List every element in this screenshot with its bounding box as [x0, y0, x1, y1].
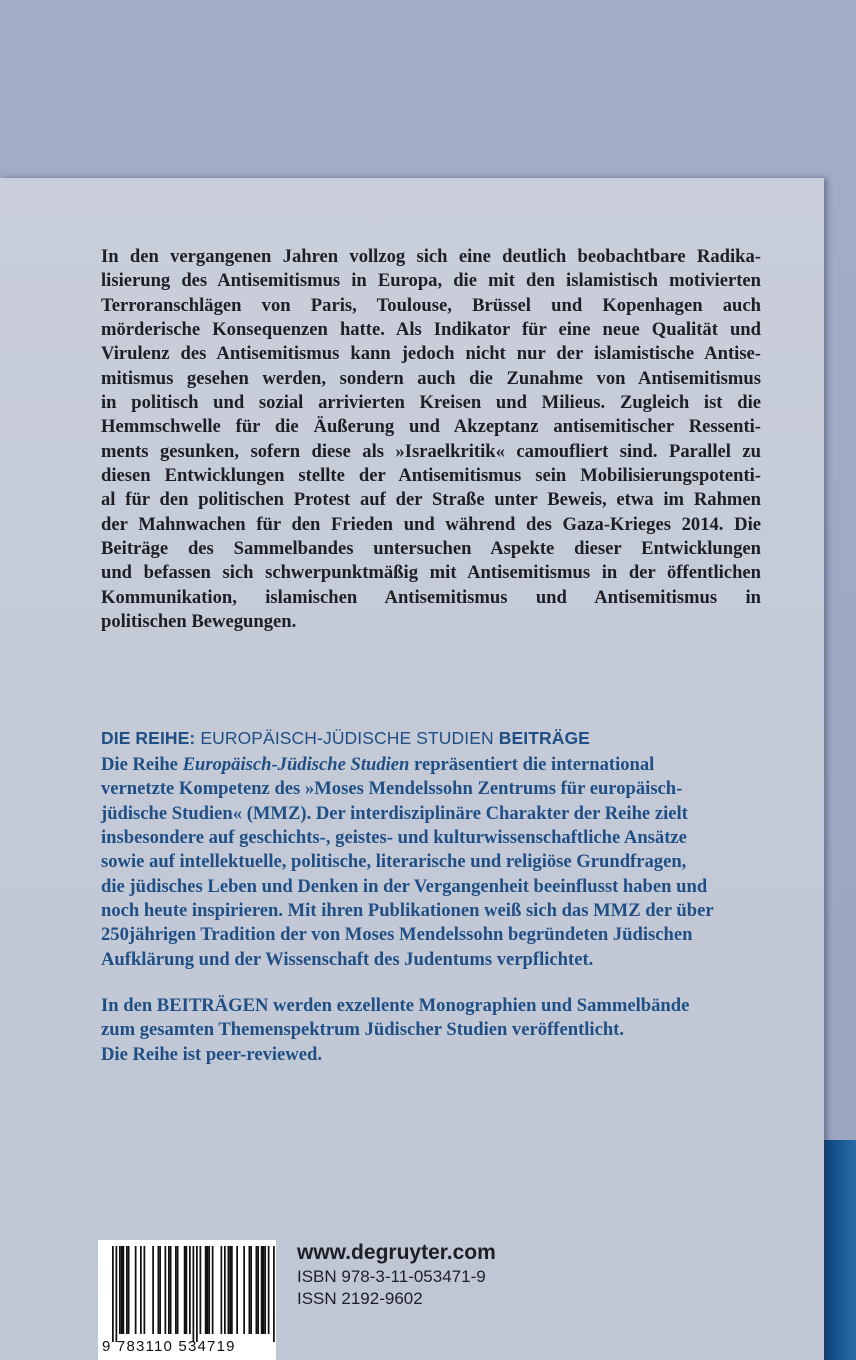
series-line: 250jährigen Tradition der von Moses Mendelssohn begründeten Jüdischen: [101, 924, 693, 946]
isbn-number: ISBN 978-3-11-053471-9: [297, 1267, 486, 1286]
barcode-bar: [200, 1246, 202, 1334]
barcode-bar: [168, 1246, 170, 1334]
barcode-bar: [144, 1246, 146, 1334]
series-heading-name: EUROPÄISCH-JÜDISCHE STUDIEN: [195, 728, 499, 748]
barcode-bar: [231, 1246, 233, 1334]
description-line: und befassen sich schwerpunktmäßig mit Antisemitismus in der öffentlichen: [101, 562, 761, 584]
barcode-bar: [175, 1246, 177, 1334]
description-line: Beiträge des Sammelbandes untersuchen Aspekte dieser Entwicklungen: [101, 538, 761, 560]
barcode-bar: [221, 1246, 223, 1334]
barcode-bar: [224, 1246, 226, 1334]
barcode-bar: [207, 1246, 209, 1334]
series-line: insbesondere auf geschichts-, geistes- und kulturwissenschaftliche Ansätze: [101, 827, 687, 849]
barcode-bar: [119, 1246, 121, 1334]
barcode-bar: [165, 1246, 167, 1334]
barcode-bar: [212, 1246, 214, 1334]
barcode-bar: [208, 1246, 210, 1334]
beitraege-line: In den BEITRÄGEN werden exzellente Monographien und Sammelbände: [101, 995, 690, 1016]
barcode-bar: [236, 1246, 238, 1334]
barcode-bar: [228, 1246, 230, 1334]
description-line: Terroranschlägen von Paris, Toulouse, Brüssel und Kopenhagen auch: [101, 294, 761, 316]
blue-edge-strip: [822, 1140, 856, 1360]
series-description: [101, 753, 761, 972]
issn-number: ISSN 2192-9602: [297, 1289, 423, 1308]
barcode-bar: [263, 1246, 265, 1334]
barcode-bar: [116, 1246, 118, 1342]
barcode-bar: [264, 1246, 266, 1334]
series-line-post: repräsentiert die international: [409, 754, 655, 775]
barcode-digits: 9 783110 534719: [102, 1338, 236, 1355]
description-line: lisierung des Antisemitismus in Europa, die mit den islamistisch motivierten: [101, 270, 761, 292]
barcode-bar: [257, 1246, 259, 1334]
barcode-bar: [205, 1246, 207, 1334]
barcode-bar: [140, 1246, 142, 1334]
book-description: [101, 245, 761, 635]
barcode-bar: [112, 1246, 114, 1342]
description-line: mörderische Konsequenzen hatte. Als Indikator für eine neue Qualität und: [101, 319, 761, 341]
publisher-url: www.degruyter.com: [297, 1241, 496, 1264]
series-line: sowie auf intellektuelle, politische, literarische und religiöse Grundfragen,: [101, 851, 687, 873]
description-line: politischen Bewegungen.: [101, 611, 297, 633]
series-line: die jüdisches Leben und Denken in der Vergangenheit beeinflusst haben und: [101, 875, 708, 897]
description-line: ments gesunken, sofern diese als »Israelkritik« camoufliert sind. Parallel zu: [101, 440, 761, 462]
barcode-bar: [196, 1246, 198, 1342]
description-line: Virulenz des Antisemitismus kann jedoch nicht nur der islamistische Antise-: [101, 343, 761, 365]
barcode-bar: [170, 1246, 172, 1334]
description-line: In den vergangenen Jahren vollzog sich eine deutlich beobachtbare Radika-: [101, 246, 761, 267]
barcode-bar: [189, 1246, 191, 1334]
series-line: vernetzte Kompetenz des »Moses Mendelssohn Zentrums für europäisch-: [101, 778, 683, 800]
barcode-bar: [121, 1246, 123, 1334]
barcode-bar: [158, 1246, 160, 1334]
series-line: Aufklärung und der Wissenschaft des Judentums verpflichtet.: [101, 948, 594, 970]
description-line: mitismus gesehen werden, sondern auch die Zunahme von Antisemitismus: [101, 367, 761, 389]
barcode-bar: [273, 1246, 275, 1342]
barcode-bar: [184, 1246, 186, 1334]
barcode-bar: [268, 1246, 270, 1334]
series-title-italic: Europäisch-Jüdische Studien: [182, 754, 410, 775]
barcode-bar: [193, 1246, 195, 1342]
back-cover-panel: [0, 178, 824, 1360]
barcode-bar: [177, 1246, 179, 1334]
barcode-bar: [126, 1246, 128, 1334]
barcode-bar: [159, 1246, 161, 1334]
beitraege-description: [101, 994, 761, 1067]
barcode-bar: [135, 1246, 137, 1334]
series-heading-prefix: DIE REIHE:: [101, 728, 196, 748]
description-line: in politisch und sozial arrivierten Kreisen und Milieus. Zugleich ist die: [101, 392, 761, 414]
barcode-bar: [186, 1246, 188, 1334]
barcode-bar: [249, 1246, 251, 1334]
description-line: Hemmschwelle für die Äußerung und Akzeptanz antisemitischer Ressenti-: [101, 416, 761, 438]
series-line: [101, 753, 761, 777]
barcode-bar: [152, 1246, 154, 1334]
isbn-barcode: [98, 1240, 276, 1360]
series-heading: [101, 728, 590, 749]
barcode-bar: [123, 1246, 125, 1334]
publisher-info: [297, 1240, 496, 1310]
series-line-pre: Die Reihe: [101, 754, 183, 775]
barcode-bar: [128, 1246, 130, 1334]
beitraege-line: Die Reihe ist peer-reviewed.: [101, 1043, 322, 1065]
description-line: der Mahnwachen für den Frieden und während des Gaza-Krieges 2014. Die: [101, 513, 761, 535]
barcode-bar: [243, 1246, 245, 1334]
beitraege-line: zum gesamten Themenspektrum Jüdischer Studien veröffentlicht.: [101, 1019, 625, 1041]
description-line: diesen Entwicklungen stellte der Antisemitismus sein Mobilisierungspotenti-: [101, 465, 761, 487]
barcode-bar: [261, 1246, 263, 1334]
description-line: al für den politischen Protest auf der Straße unter Beweis, etwa im Rahmen: [101, 489, 761, 511]
series-line: jüdische Studien« (MMZ). Der interdisziplinäre Charakter der Reihe zielt: [101, 802, 688, 824]
series-line: noch heute inspirieren. Mit ihren Publikationen weiß sich das MMZ der über: [101, 900, 714, 922]
barcode-bar: [256, 1246, 258, 1334]
barcode-bar: [250, 1246, 252, 1334]
barcode-bar: [229, 1246, 231, 1334]
series-heading-suffix: BEITRÄGE: [498, 728, 590, 748]
description-line: Kommunikation, islamischen Antisemitismus und Antisemitismus in: [101, 586, 761, 608]
